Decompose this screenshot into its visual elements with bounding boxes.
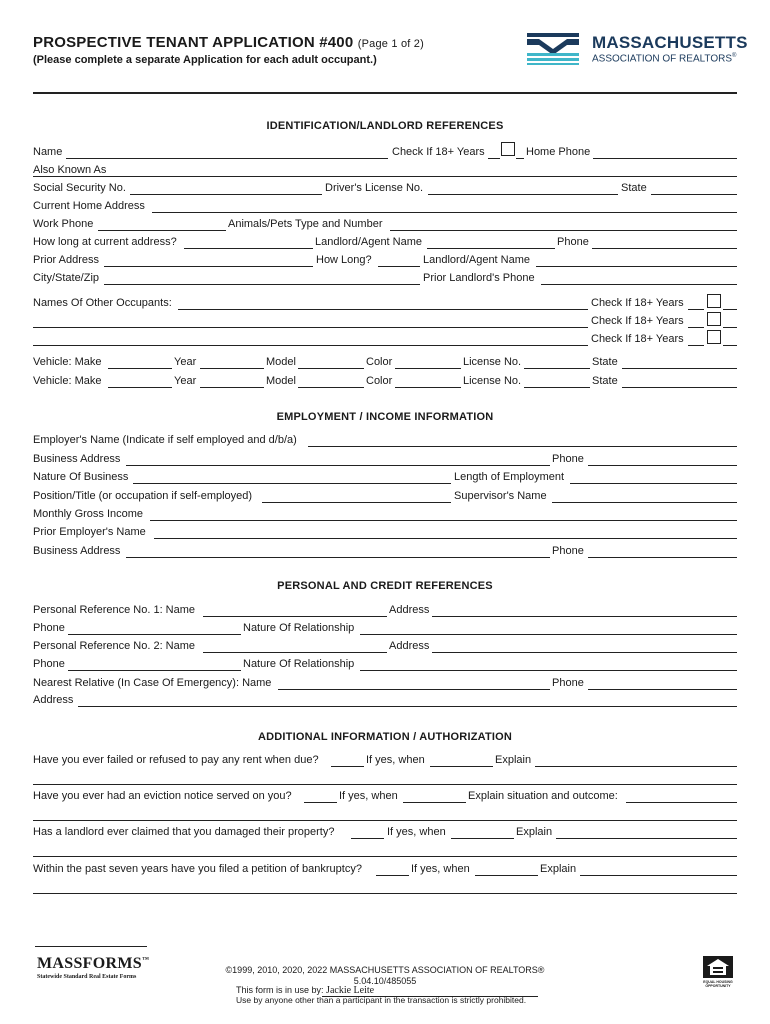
label-relative-phone: Phone <box>552 677 584 689</box>
vehicle-make-2-field[interactable] <box>108 387 172 388</box>
label-landlord-agent: Landlord/Agent Name <box>315 236 423 248</box>
supervisor-field[interactable] <box>552 502 737 503</box>
check18-a-line-2 <box>723 309 737 310</box>
label-vehicle-license-1: License No. <box>463 356 522 368</box>
city-state-zip-field[interactable] <box>104 284 420 285</box>
label-relative: Nearest Relative (In Case Of Emergency): Name <box>33 677 272 689</box>
mar-logo-sm: ® <box>732 53 737 59</box>
label-nature-business: Nature Of Business <box>33 471 129 483</box>
label-landlord-phone: Phone <box>557 236 589 248</box>
label-q4-when: If yes, when <box>411 863 470 875</box>
check18-c-checkbox[interactable] <box>707 330 721 344</box>
business-address-field[interactable] <box>126 465 550 466</box>
q4-answer-field[interactable] <box>376 875 409 876</box>
prior-employer-field[interactable] <box>154 538 737 539</box>
landlord-agent-field[interactable] <box>427 248 555 249</box>
check18-a-line <box>688 309 704 310</box>
label-vehicle-state-2: State <box>592 375 618 387</box>
vehicle-model-2-field[interactable] <box>298 387 364 388</box>
label-business-address2: Business Address <box>33 545 121 557</box>
massforms-tagline: Statewide Standard Real Estate Forms <box>37 974 137 980</box>
label-q4: Within the past seven years have you filed a petition of bankruptcy? <box>33 863 362 875</box>
ref1-relationship-field[interactable] <box>360 634 737 635</box>
label-vehicle-model-1: Model <box>266 356 296 368</box>
header-divider <box>33 92 737 94</box>
ref2-phone-field[interactable] <box>68 670 241 671</box>
q3-answer-field[interactable] <box>351 838 384 839</box>
ref1-name-field[interactable] <box>203 616 387 617</box>
label-q2: Have you ever had an eviction notice served on you? <box>33 790 292 802</box>
q4-explain-field-2[interactable] <box>33 893 737 894</box>
vehicle-model-1-field[interactable] <box>298 368 364 369</box>
prior-landlord-phone-field[interactable] <box>541 284 737 285</box>
form-subtitle: (Please complete a separate Application for each adult occupant.) <box>33 54 377 66</box>
version-line: 5.04.10/485055 <box>353 976 417 986</box>
label-q3-explain: Explain <box>516 826 553 838</box>
position-field[interactable] <box>262 502 451 503</box>
ssn-field[interactable] <box>130 194 322 195</box>
employer-phone-field[interactable] <box>588 465 737 466</box>
q1-explain-field-2[interactable] <box>33 784 737 785</box>
label-work-phone: Work Phone <box>33 218 94 230</box>
label-vehicle-license-2: License No. <box>463 375 522 387</box>
label-vehicle-year-2: Year <box>174 375 197 387</box>
q2-explain-field[interactable] <box>626 802 737 803</box>
label-state: State <box>621 182 647 194</box>
label-check18-c: Check If 18+ Years <box>591 333 684 345</box>
check18-b-checkbox[interactable] <box>707 312 721 326</box>
ref2-relationship-field[interactable] <box>360 670 737 671</box>
aka-field[interactable] <box>33 176 737 177</box>
prior-address-field[interactable] <box>104 266 313 267</box>
how-long-field[interactable] <box>378 266 420 267</box>
occupant-field-2[interactable] <box>33 327 588 328</box>
current-address-field[interactable] <box>152 212 737 213</box>
in-use-name: Jackie Leite <box>326 985 375 996</box>
ref1-address-field[interactable] <box>432 616 737 617</box>
label-employer: Employer's Name (Indicate if self employed and d/b/a) <box>33 434 297 446</box>
label-vehicle-color-1: Color <box>366 356 393 368</box>
label-q4-explain: Explain <box>540 863 577 875</box>
length-employment-field[interactable] <box>570 483 737 484</box>
massforms-tm: ™ <box>141 955 150 964</box>
label-current-address: Current Home Address <box>33 200 145 212</box>
label-q3-when: If yes, when <box>387 826 446 838</box>
business-address2-field[interactable] <box>126 557 550 558</box>
in-use-label: This form is in use by: <box>236 985 324 995</box>
occupant-field-3[interactable] <box>33 345 588 346</box>
massforms-logo <box>37 955 149 973</box>
label-ref2-phone: Phone <box>33 658 65 670</box>
label-how-long: How Long? <box>316 254 372 266</box>
label-how-long-current: How long at current address? <box>33 236 177 248</box>
label-q2-when: If yes, when <box>339 790 398 802</box>
ref1-phone-field[interactable] <box>68 634 241 635</box>
label-name: Name <box>33 146 63 158</box>
label-ref1-phone: Phone <box>33 622 65 634</box>
ref2-name-field[interactable] <box>203 652 387 653</box>
label-vehicle-make-1: Vehicle: Make <box>33 356 102 368</box>
landlord-agent2-field[interactable] <box>536 266 737 267</box>
check18-b-line <box>688 327 704 328</box>
q3-explain-field-2[interactable] <box>33 856 737 857</box>
label-position: Position/Title (or occupation if self-employed) <box>33 490 253 502</box>
income-field[interactable] <box>150 520 737 521</box>
vehicle-state-2-field[interactable] <box>622 387 737 388</box>
check18-line-2 <box>516 158 524 159</box>
label-check18: Check If 18+ Years <box>392 146 485 158</box>
work-phone-field[interactable] <box>98 230 226 231</box>
label-relative-address: Address <box>33 694 74 706</box>
label-city-state-zip: City/State/Zip <box>33 272 100 284</box>
vehicle-license-2-field[interactable] <box>524 387 590 388</box>
ref2-address-field[interactable] <box>432 652 737 653</box>
mar-logo-sub-text: ASSOCIATION OF REALTORS <box>592 53 733 65</box>
label-ref1-address: Address <box>389 604 430 616</box>
q1-answer-field[interactable] <box>331 766 364 767</box>
label-aka: Also Known As <box>33 164 107 176</box>
section-employment: EMPLOYMENT / INCOME INFORMATION <box>276 411 494 423</box>
label-vehicle-make-2: Vehicle: Make <box>33 375 102 387</box>
check18-b-line-2 <box>723 327 737 328</box>
vehicle-state-1-field[interactable] <box>622 368 737 369</box>
label-q3: Has a landlord ever claimed that you damaged their property? <box>33 826 335 838</box>
check18-line <box>488 158 500 159</box>
page-indicator: (Page 1 of 2) <box>357 38 424 50</box>
label-other-occupants: Names Of Other Occupants: <box>33 297 172 309</box>
label-prior-landlord-phone: Prior Landlord's Phone <box>423 272 535 284</box>
massforms-logo-text: MASSFORMS <box>37 955 142 972</box>
q2-answer-field[interactable] <box>304 802 337 803</box>
label-ref2-address: Address <box>389 640 430 652</box>
form-title-text: PROSPECTIVE TENANT APPLICATION #400 <box>33 34 354 51</box>
landlord-phone-field[interactable] <box>592 248 737 249</box>
form-title <box>33 34 424 51</box>
license-field[interactable] <box>428 194 618 195</box>
mar-logo-name: MASSACHUSETTS <box>592 33 748 52</box>
label-prior-employer: Prior Employer's Name <box>33 526 146 538</box>
label-q1: Have you ever failed or refused to pay any rent when due? <box>33 754 319 766</box>
how-long-current-field[interactable] <box>184 248 313 249</box>
vehicle-year-2-field[interactable] <box>200 387 264 388</box>
employer-field[interactable] <box>308 446 737 447</box>
label-q1-explain: Explain <box>495 754 532 766</box>
label-vehicle-model-2: Model <box>266 375 296 387</box>
restriction-line: Use by anyone other than a participant in the transaction is strictly prohibited. <box>236 995 527 1005</box>
label-landlord-agent2: Landlord/Agent Name <box>423 254 531 266</box>
label-vehicle-color-2: Color <box>366 375 393 387</box>
check18-c-line <box>688 345 704 346</box>
relative-name-field[interactable] <box>278 689 550 690</box>
label-home-phone: Home Phone <box>526 146 591 158</box>
label-vehicle-year-1: Year <box>174 356 197 368</box>
label-employer-phone2: Phone <box>552 545 584 557</box>
section-additional: ADDITIONAL INFORMATION / AUTHORIZATION <box>257 731 513 743</box>
label-employer-phone: Phone <box>552 453 584 465</box>
employer-phone2-field[interactable] <box>588 557 737 558</box>
q4-when-field[interactable] <box>475 875 538 876</box>
label-vehicle-state-1: State <box>592 356 618 368</box>
q1-when-field[interactable] <box>430 766 493 767</box>
label-length-employment: Length of Employment <box>454 471 565 483</box>
vehicle-color-1-field[interactable] <box>395 368 461 369</box>
check18-c-line-2 <box>723 345 737 346</box>
section-personal: PERSONAL AND CREDIT REFERENCES <box>277 580 493 592</box>
label-check18-b: Check If 18+ Years <box>591 315 684 327</box>
copyright-line: ©1999, 2010, 2020, 2022 MASSACHUSETTS ASSOCIATION OF REALTORS® <box>225 965 545 975</box>
check18-a-checkbox[interactable] <box>707 294 721 308</box>
q3-when-field[interactable] <box>451 838 514 839</box>
name-field[interactable] <box>66 158 388 159</box>
mar-logo-sub <box>592 53 736 64</box>
relative-phone-field[interactable] <box>588 689 737 690</box>
label-ssn: Social Security No. <box>33 182 126 194</box>
mar-logo-icon <box>527 33 579 65</box>
label-check18-a: Check If 18+ Years <box>591 297 684 309</box>
label-ref2: Personal Reference No. 2: Name <box>33 640 196 652</box>
label-prior-address: Prior Address <box>33 254 100 266</box>
massforms-rule <box>35 946 147 947</box>
label-ref1-relationship: Nature Of Relationship <box>243 622 355 634</box>
q3-explain-field[interactable] <box>556 838 737 839</box>
label-ref2-relationship: Nature Of Relationship <box>243 658 355 670</box>
state-field[interactable] <box>651 194 737 195</box>
vehicle-license-1-field[interactable] <box>524 368 590 369</box>
label-q2-explain: Explain situation and outcome: <box>468 790 618 802</box>
check18-checkbox[interactable] <box>501 142 515 156</box>
q1-explain-field[interactable] <box>535 766 737 767</box>
q4-explain-field[interactable] <box>580 875 737 876</box>
vehicle-color-2-field[interactable] <box>395 387 461 388</box>
nature-business-field[interactable] <box>133 483 451 484</box>
section-identification: IDENTIFICATION/LANDLORD REFERENCES <box>266 120 504 132</box>
equal-housing-text: EQUAL HOUSING OPPORTUNITY <box>703 980 733 988</box>
label-license: Driver's License No. <box>325 182 424 194</box>
q2-when-field[interactable] <box>403 802 466 803</box>
home-phone-field[interactable] <box>593 158 737 159</box>
label-income: Monthly Gross Income <box>33 508 144 520</box>
label-ref1: Personal Reference No. 1: Name <box>33 604 196 616</box>
vehicle-year-1-field[interactable] <box>200 368 264 369</box>
label-supervisor: Supervisor's Name <box>454 490 547 502</box>
equal-housing-icon <box>703 956 733 978</box>
pets-field[interactable] <box>390 230 737 231</box>
relative-address-field[interactable] <box>78 706 737 707</box>
vehicle-make-1-field[interactable] <box>108 368 172 369</box>
label-business-address: Business Address <box>33 453 121 465</box>
q2-explain-field-2[interactable] <box>33 820 737 821</box>
label-q1-when: If yes, when <box>366 754 425 766</box>
label-pets: Animals/Pets Type and Number <box>228 218 383 230</box>
occupant-field-1[interactable] <box>178 309 588 310</box>
